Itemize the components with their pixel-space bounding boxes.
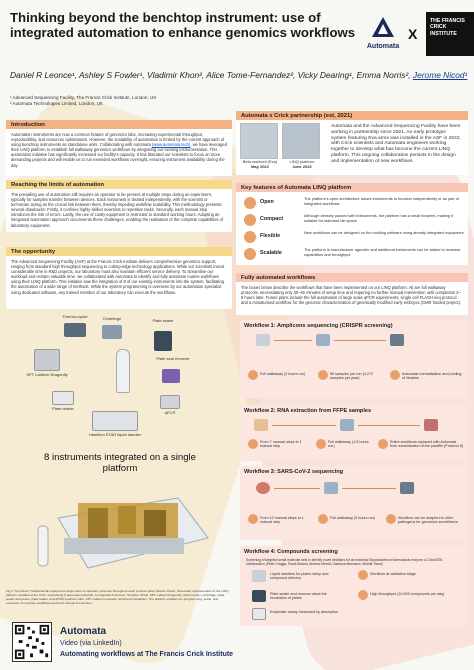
plate-seal-remover-label: Plate seal remover xyxy=(156,356,190,361)
qpcr-label: qPCR xyxy=(164,410,176,415)
poster-header xyxy=(6,6,468,114)
partnership-text: Automata and the Advanced Sequencing Facility have been working in partnership since 2021. An early prototype system featuring Eva arms was installed in the ASF in 2022, with Crick scientists and Automata engineers working together to develop what has become the current LINQ platform. This ongoing collaboration persists in the design and implementation of new workflows. xyxy=(331,124,461,164)
introduction-section xyxy=(6,120,232,176)
centrifuge-image xyxy=(102,325,122,339)
instruments-caption: 8 instruments integrated on a single platform xyxy=(44,452,196,474)
section-heading: Introduction xyxy=(6,120,232,129)
limits-text: The prevailing use of automation still requires an operator to be present at multiple steps during an experiment, typically for samples transfer between devices. Each instrument is treated independently, with the scientist or technician acting as the crucial link between them, thereby impeding workflow scalability. This methodology presents several drawbacks: Firstly, it confines highly skilled scientists to repetitive tasks. Secondly, each manual step introduces the risk of errors. Lastly, the use of costly equipment is restricted to standard working hours. Adopting an integrated automation approach circumvents these challenges, enabling the realisation of the complete capabilities of laboratory equipment. xyxy=(11,192,224,228)
plate-seal-remover-image xyxy=(162,369,180,383)
workflow-step: From 7 manual steps to 1 manual step xyxy=(260,440,302,449)
affiliation-2: ² Automata Technologies Limited, London, UK xyxy=(10,101,104,106)
flow-arrow xyxy=(272,425,336,426)
automata-logo-text: Automata xyxy=(366,43,400,50)
flow-arrow xyxy=(334,340,386,341)
workflow-1-panel xyxy=(240,320,468,398)
clock-icon xyxy=(318,514,328,524)
workflow-step: Plate sealer and remover allow the incubation of plates xyxy=(270,592,327,601)
flow-arrow xyxy=(274,488,320,489)
tubes-icon xyxy=(324,482,338,494)
thermocycler-label: Thermo-cycler xyxy=(62,314,88,319)
plate-reader-label: Plate reader xyxy=(52,406,74,411)
workflow-3-panel xyxy=(240,466,468,540)
workflow-step: Automatic normalisation and pooling of libraries xyxy=(402,372,462,381)
compact-icon xyxy=(244,214,256,226)
plate-icon xyxy=(256,334,270,346)
flexible-icon xyxy=(244,231,256,243)
feature-flexible xyxy=(240,230,468,244)
intro-text: Automation instruments are now a common feature of genomics labs, increasing experimental throughput, reproducibility, and resources optimisation. However, the scalability of automation is limited by the current approach of using benchtop instruments as standalone units. Collaborating with Automata (www.automata.tech), we have leveraged their LINQ platform to establish full walkaway genomics workflows by integrating our existing instrumentation. This automation initiative has significantly increased our facility's capacity. It has liberated our scientists to focus on more demanding projects and will enable us to run extended workflows overnight, ensuring instrument availability during the day. xyxy=(11,132,227,168)
scalable-icon xyxy=(244,248,256,260)
corresponding-author[interactable]: Jerome Nicod¹ xyxy=(412,70,468,80)
linq-platform-render xyxy=(28,478,218,586)
limits-section xyxy=(6,180,232,232)
steps-icon xyxy=(248,514,258,524)
pooling-icon xyxy=(390,370,400,380)
feature-name: Open xyxy=(260,199,274,205)
author-list xyxy=(10,70,470,81)
flow-arrow xyxy=(358,425,420,426)
spt-labtech-image xyxy=(34,349,60,371)
workflow-step: Entire workflows replaced with Automata from solubilisation of the paraffin (Protocol 5) xyxy=(390,440,464,449)
workflow-step: High throughput (10,000 compounds per day) xyxy=(370,592,445,596)
workflow-step: Liquid handlers for plates setup and compound delivery xyxy=(270,572,329,581)
hamilton-image xyxy=(92,411,138,431)
opportunity-section xyxy=(6,247,232,309)
workflow-step: From 13 manual steps to 1 manual step xyxy=(260,516,304,525)
automata-logo xyxy=(362,16,404,50)
flow-arrow xyxy=(274,340,312,341)
photo2-label: LINQ platform xyxy=(289,159,315,164)
section-heading: Reaching the limits of automation xyxy=(6,180,232,189)
plate-sealer-label: Plate sealer xyxy=(152,318,174,323)
poster-title: Thinking beyond the benchtop instrument: use of integrated automation to enhance genomics workflows xyxy=(10,10,356,40)
virus-icon xyxy=(256,482,270,494)
thermocycler-image xyxy=(64,323,86,337)
feature-name: Scalable xyxy=(260,250,282,256)
affiliation-1: ¹ Advanced Sequencing Facility, The Francis Crick Institute, London, UK xyxy=(10,95,157,100)
feature-open xyxy=(240,196,468,210)
beta-workcell-photo xyxy=(240,123,278,159)
throughput-icon xyxy=(358,590,368,600)
spt-labtech-label: SPT Labtech Dragonfly xyxy=(26,372,68,377)
section-heading: Automata x Crick partnership (est, 2021) xyxy=(236,111,468,120)
logo-separator: X xyxy=(408,26,418,42)
centrifuge-label: Centrifuge xyxy=(102,316,122,321)
footer-tagline: Automating workflows at The Francis Crick Institute xyxy=(60,651,234,658)
workflow-step: Workflow can be adapted to other pathogens for genomics surveillance xyxy=(398,516,458,525)
poster-footer xyxy=(6,620,468,666)
sequencer-icon xyxy=(390,334,404,346)
workflow-step: Enzymatic assay measured by absorption xyxy=(270,610,339,614)
opportunity-text: The Advanced Sequencing Facility (ASF) at the Francis Crick Institute delivers comprehensive genomics support, ranging from standard high throughput sequencing to cutting-edge technology applications. While our scientists invest considerable time in R&D projects, our laboratory must also maintain efficient service delivery. To streamline our workload and reclaim valuable time, we collaborated with Automata to identify and fully automate routine workflows using their LINQ platform. This initiative saw the integration of 8 of our existing instruments into the system, facilitating the automation of a wide range of methods. While the system programming is overseen by our automation specialist using dedicated software, any trained member of our laboratory can execute the workflows. xyxy=(11,259,225,295)
feature-desc: The platform is manufacturer agnostic and additional instruments can be added to increase capabilities and throughput xyxy=(304,247,461,257)
automata-mark-icon xyxy=(371,16,395,38)
feature-name: Flexible xyxy=(260,233,281,239)
partnership-section xyxy=(236,111,468,175)
pathogen-icon xyxy=(386,514,396,524)
tubes-icon xyxy=(340,419,354,431)
figure-caption: Fig 1: Top Panel: Traditional lab equipment range relies on operator presence throughout each process (aka). Bottom Panel: Schematic representation of the LINQ platform installed at the Crick. Comprising 8 automata workcells, 4 integrated 8 devices: Hamilton STAR, SPT Labtech Dragonfly, thermocycler, centrifuge, plate sealer and peeler, plate reader, and qPCR machine roller. SPT Labtech mosquito peripheral installation. The platform enables the programming, setup, and execution of complete workflows devoid of manual intervention. xyxy=(6,589,229,605)
automata-link[interactable]: (www.automata.tech) xyxy=(151,142,191,148)
section-heading: Key features of Automata LINQ platform xyxy=(236,183,468,192)
automated-section xyxy=(236,273,468,315)
affiliations xyxy=(10,95,310,107)
clock-icon xyxy=(248,370,258,380)
workflow-step: 96 samples per run (4,272 samples per year) xyxy=(330,372,374,381)
automated-text: The boxes below describe the workflows that have been implemented on our LINQ platform. All are full walkaway protocols, necessitating only 30–45 minutes of setup time and requiring no further manual intervention until completion 2–9 hours later. Future plans include the full automation of large scale qPCR experiments, single cell FLASH-seq protocol and a miniaturised workflow for the genomic characterization of genetically modified early embryos (GMR funded project). xyxy=(241,285,462,306)
feature-desc: Although densely packed with instruments, the platform has a small footprint, making it suitable for standard lab space xyxy=(304,213,453,223)
replace-icon xyxy=(378,439,388,449)
footer-video-link[interactable]: Video (via LinkedIn) xyxy=(60,640,122,647)
samples-icon xyxy=(318,370,328,380)
hamilton-label: Hamilton STAR liquid handler xyxy=(88,432,142,437)
plate-sealer-icon xyxy=(252,590,266,602)
footer-automata-logo: Automata xyxy=(60,626,107,637)
section-heading: Fully automated workflows xyxy=(236,273,468,282)
open-icon xyxy=(244,197,256,209)
workflow-heading: Workflow 4: Compounds screening xyxy=(244,549,338,555)
feature-desc: The platform's open architecture allows instruments to function independently or as part of integrated workflows xyxy=(304,196,459,206)
plate-reader-image xyxy=(52,391,74,405)
plate-sealer-image xyxy=(154,331,172,351)
liquid-handler-icon xyxy=(252,570,266,582)
ffpe-block-icon xyxy=(254,419,268,431)
rna-icon xyxy=(424,419,438,431)
flow-arrow xyxy=(342,488,396,489)
workflow-heading: Workflow 1: Amplicons sequencing (CRISPR screening) xyxy=(244,323,393,329)
linq-platform-photo xyxy=(282,123,320,159)
feature-name: Compact xyxy=(260,216,284,222)
scientist-figure xyxy=(116,349,130,393)
validation-icon xyxy=(358,570,368,580)
plate-reader-icon xyxy=(252,608,266,620)
tubes-icon xyxy=(316,334,330,346)
workflow-heading: Workflow 3: SARS-CoV-2 sequencing xyxy=(244,469,344,475)
authors: Daniel R Leonce¹, Ashley S Fowler¹, Vladimir Khon², Alice Tome-Fernandez², Vicky Dearing¹, Emma Norris², xyxy=(10,70,413,80)
feature-compact xyxy=(240,213,468,227)
photo2-date: June 2023 xyxy=(292,164,312,169)
clock-icon xyxy=(316,439,326,449)
instrument-diagram xyxy=(12,315,227,450)
feature-scalable xyxy=(240,247,468,261)
workflow-step: Full walkaway (1.5 hours run) xyxy=(328,440,369,449)
crick-logo: THE FRANCIS CRICK INSTITUTE xyxy=(426,12,474,56)
workflow-step: Workflow at validation stage xyxy=(370,572,416,576)
feature-desc: New workflows can be designed on the building software using already integrated equipment xyxy=(304,230,464,235)
qr-code-icon[interactable] xyxy=(12,622,52,662)
workflow-intro: Screening of targeted small molecule sets to identify novel inhibitors for an essential Mycobacterium tuberculosis enzyme: A Crick/GSK collaboration (Peter Craggs, Paula Boland, Andrew Merritt, Gianluca Mannacio, Mirella Tiwari) xyxy=(246,558,443,566)
workflow-step: Full walkaway (2 hours run) xyxy=(260,372,306,376)
workflow-2-panel xyxy=(240,405,468,461)
qpcr-image xyxy=(160,395,180,409)
photo1-label: Beta workcell (Eva) xyxy=(242,159,278,164)
photo1-date: May 2022 xyxy=(251,164,269,169)
section-heading: The opportunity xyxy=(6,247,232,256)
workflow-step: Full walkaway (9 hours run) xyxy=(330,516,376,520)
steps-icon xyxy=(248,439,258,449)
workflow-4-panel xyxy=(240,546,468,626)
workflow-heading: Workflow 2: RNA extraction from FFPE samples xyxy=(244,408,372,414)
sequencer-icon xyxy=(400,482,414,494)
